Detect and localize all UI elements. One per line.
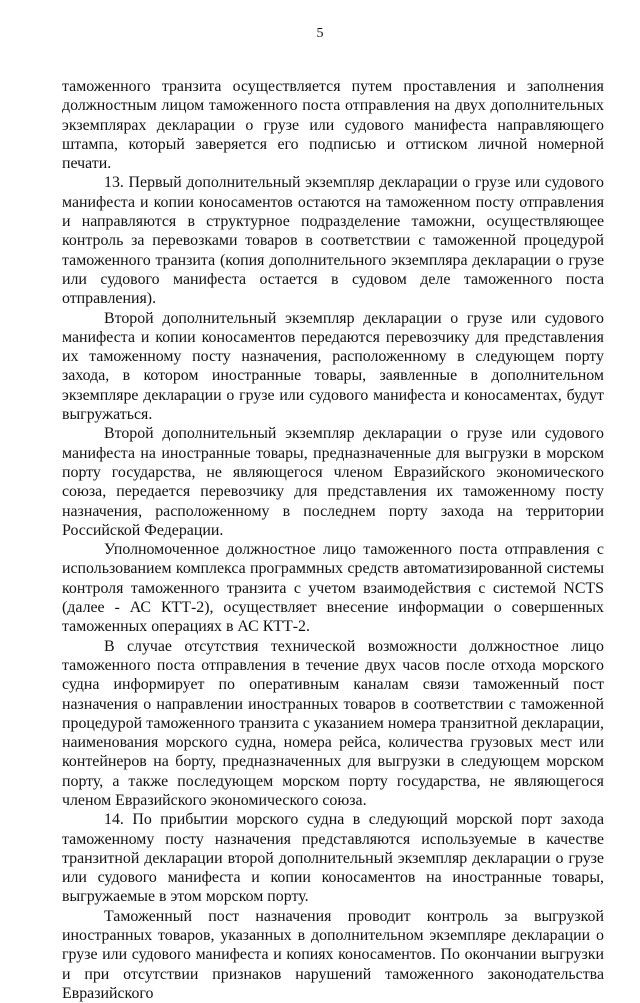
- document-body: [62, 77, 604, 1003]
- paragraph-destination-post-control: Таможенный пост назначения проводит контроль за выгрузкой иностранных товаров, указанных в дополнительном экземпляре декларации о грузе или судового манифеста и копиях коносаментов. По окончании выгрузки и при отсутствии признаков нарушений таможенного законодательства Евразийского: [62, 907, 604, 1002]
- paragraph-second-copy-foreign-port: Второй дополнительный экземпляр декларации о грузе или судового манифеста на иностранные товары, предназначенные для выгрузки в морском порту государства, не являющегося членом Евразийского экономического союза, передается перевозчику для представления их таможенному посту назначения, расположенному в последнем порту захода на территории Российской Федерации.: [62, 425, 604, 539]
- page-number: 5: [316, 26, 324, 41]
- paragraph-second-copy-next-port: Второй дополнительный экземпляр декларации о грузе или судового манифеста и копии коносаментов передаются перевозчику для представления их таможенному посту назначения, расположенному в следующем порту захода, в котором иностранные товары, заявленные в дополнительном экземпляре декларации о грузе или судового манифеста и коносаментах, будут выгружаться.: [62, 309, 604, 424]
- paragraph-item-14: 14. По прибытии морского судна в следующий морской порт захода таможенному посту назначения представляются используемые в качестве транзитной декларации второй дополнительный экземпляр декларации о грузе или судового манифеста и копии коносаментов на иностранные товары, выгружаемые в этом морском порту.: [62, 811, 604, 906]
- paragraph-no-technical-possibility: В случае отсутствия технической возможности должностное лицо таможенного поста отправления в течение двух часов после отхода морского судна информирует по оперативным каналам связи таможенный пост назначения о направлении иностранных товаров в соответствии с таможенной процедурой таможенного транзита с указанием номера транзитной декларации, наименования морского судна, номера рейса, количества грузовых мест или контейнеров на борту, предназначенных для выгрузки в следующем морском порту, а также последующем морском порту государства, не являющегося членом Евразийского экономического союза.: [62, 637, 604, 809]
- paragraph-continuation: таможенного транзита осуществляется путем проставления и заполнения должностным лицом таможенного поста отправления на двух дополнительных экземплярах декларации о грузе или судового манифеста направляющего штампа, который заверяется его подписью и оттиском личной номерной печати.: [62, 78, 604, 173]
- paragraph-as-ktt-2: Уполномоченное должностное лицо таможенного поста отправления с использованием комплекса программных средств автоматизированной системы контроля таможенного транзита с учетом взаимодействия с системой NCTS (далее - АС КТТ-2), осуществляет внесение информации о совершенных таможенных операциях в АС КТТ-2.: [62, 541, 604, 636]
- paragraph-item-13: 13. Первый дополнительный экземпляр декларации о грузе или судового манифеста и копии коносаментов остаются на таможенном посту отправления и направляются в структурное подразделение таможни, осуществляющее контроль за перевозками товаров в соответствии с таможенной процедурой таможенного транзита (копия дополнительного экземпляра декларации о грузе или судового манифеста остается в судовом деле таможенного поста отправления).: [62, 174, 604, 308]
